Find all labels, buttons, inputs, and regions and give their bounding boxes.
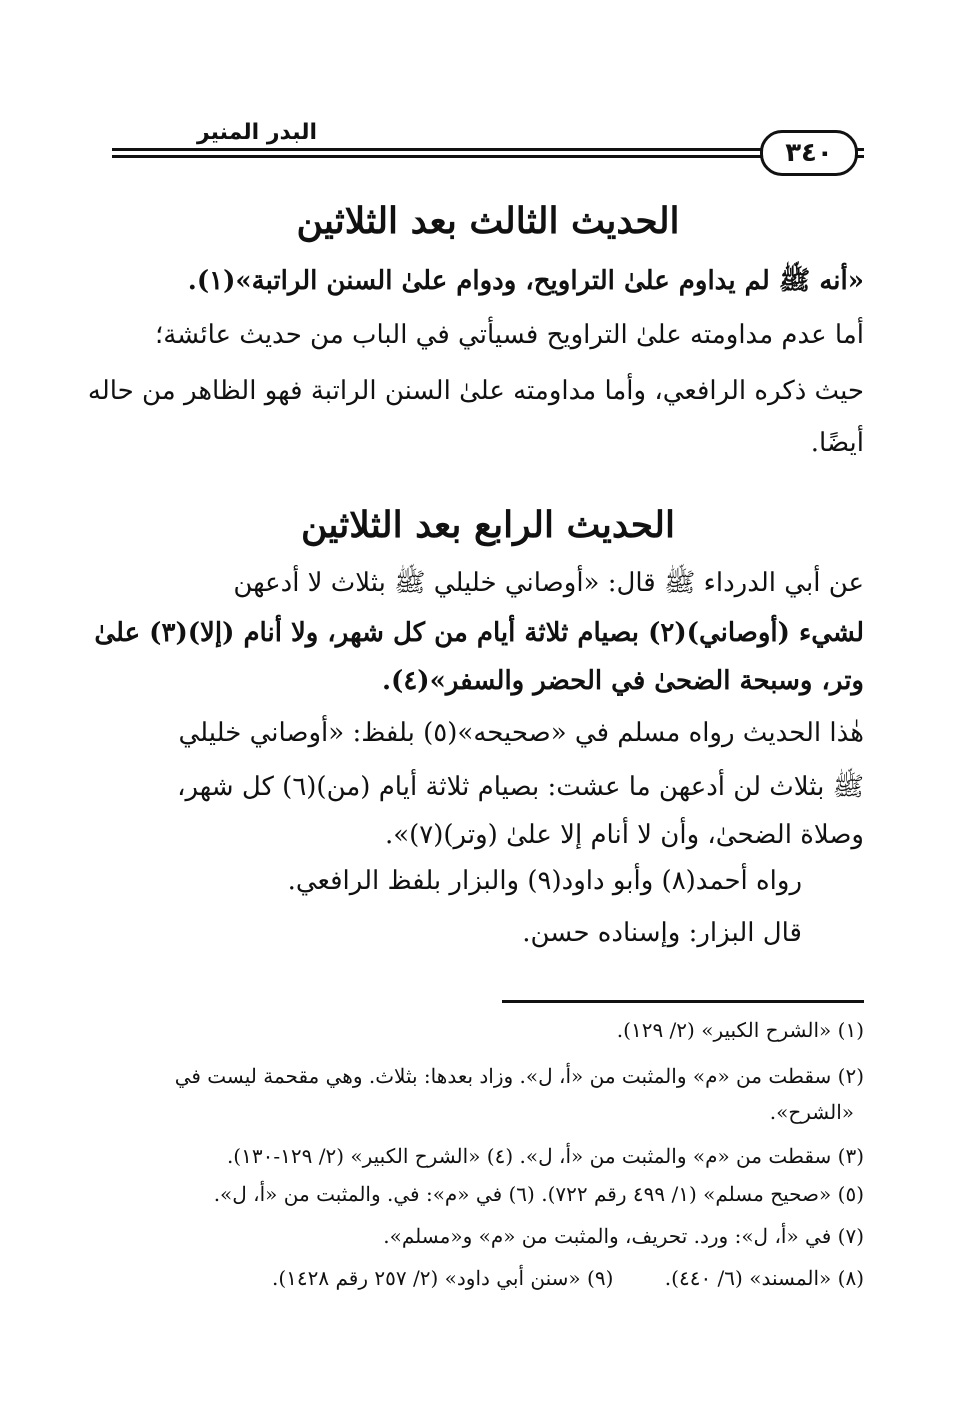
footnote-2: (٢) سقطت من «م» والمثبت من «أ، ل». وزاد بعدها: بثلاث. وهي مقحمة ليست في: [174, 1064, 864, 1088]
hadith-33-text: «أنه ﷺ لم يداوم علىٰ التراويح، ودوام علىٰ السنن الراتبة»(١).: [187, 266, 864, 296]
commentary-line-4: هٰذا الحديث رواه مسلم في «صحيحه»(٥) بلفظ: «أوصاني خليلي: [178, 718, 864, 748]
header-rule-bottom: [112, 155, 864, 158]
footnote-8: (٨) «المسند» (٦/ ٤٤٠).: [664, 1266, 864, 1290]
hadith-34-heading: الحديث الرابع بعد الثلاثين: [301, 504, 675, 546]
footnote-5-6: (٥) «صحيح مسلم» (١/ ٤٩٩ رقم ٧٢٢). (٦) في «م»: في. والمثبت من «أ، ل».: [213, 1182, 864, 1206]
header-rule-top: [112, 148, 864, 151]
commentary-line-7: رواه أحمد(٨) وأبو داود(٩) والبزار بلفظ الرافعي.: [287, 866, 802, 896]
footnote-3-4: (٣) سقطت من «م» والمثبت من «أ، ل». (٤) «الشرح الكبير» (٢/ ١٢٩-١٣٠).: [226, 1144, 864, 1168]
commentary-line-8: قال البزار: وإسناده حسن.: [522, 918, 802, 948]
commentary-line-5: ﷺ بثلاث لن أدعهن ما عشت: بصيام ثلاثة أيام (من)(٦) كل شهر،: [177, 772, 864, 802]
page-number: ٣٤٠: [785, 138, 833, 168]
hadith-34-line-3: وتر، وسبحة الضحىٰ في الحضر والسفر»(٤).: [381, 666, 864, 696]
footnote-separator: [502, 1000, 864, 1003]
hadith-33-heading: الحديث الثالث بعد الثلاثين: [296, 200, 680, 242]
commentary-line-3: أيضًا.: [810, 428, 864, 458]
commentary-line-6: وصلاة الضحىٰ، وأن لا أنام إلا علىٰ (وتر)(٧)».: [384, 820, 864, 850]
hadith-34-line-2: لشيء (أوصاني)(٢) بصيام ثلاثة أيام من كل شهر، ولا أنام (إلا)(٣) علىٰ: [94, 618, 864, 648]
hadith-34-line-1: عن أبي الدرداء ﷺ قال: «أوصاني خليلي ﷺ بثلاث لا أدعهن: [233, 568, 864, 598]
footnote-1: (١) «الشرح الكبير» (٢/ ١٢٩).: [616, 1018, 864, 1042]
footnote-7: (٧) في «أ، ل»: ورد. تحريف، والمثبت من «م» و«مسلم».: [383, 1224, 864, 1248]
footnote-2-continued: «الشرح».: [769, 1100, 854, 1124]
running-title: البدر المنير: [196, 120, 317, 145]
commentary-line-2: حيث ذكره الرافعي، وأما مداومته علىٰ السنن الراتبة فهو الظاهر من حاله: [87, 376, 864, 406]
footnote-9: (٩) «سنن أبي داود» (٢/ ٢٥٧ رقم ١٤٢٨).: [272, 1266, 614, 1290]
footnote-8-9-row: [112, 1266, 864, 1290]
page-number-badge: [760, 130, 858, 176]
commentary-line-1: أما عدم مداومته علىٰ التراويح فسيأتي في الباب من حديث عائشة؛: [154, 320, 864, 350]
